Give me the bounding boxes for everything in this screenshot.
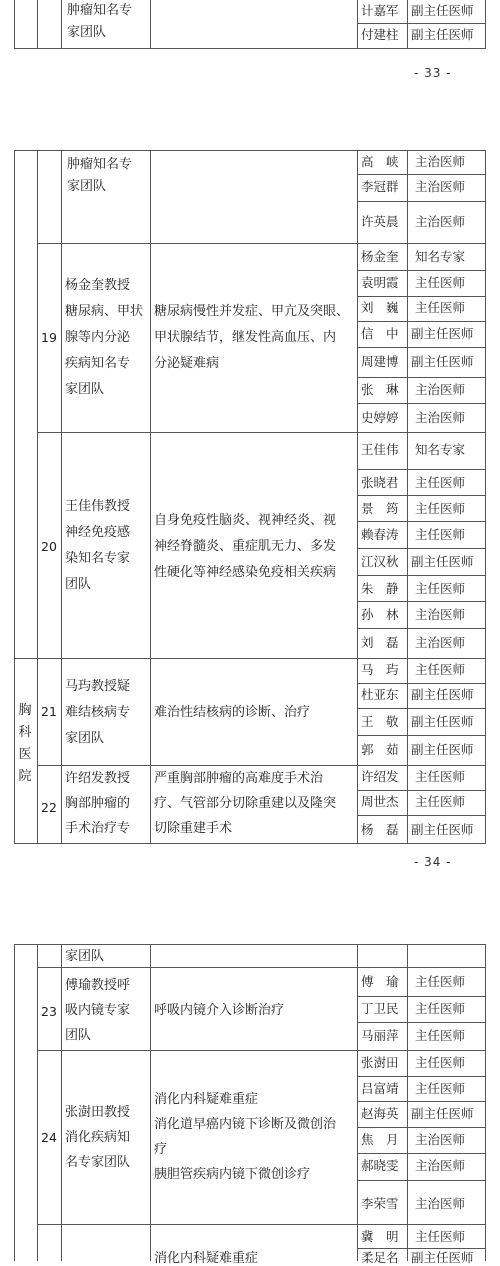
staff-title: 副主任医师: [411, 1250, 474, 1265]
staff-title: 副主任医师: [411, 27, 474, 42]
team-name-line: 家团队: [65, 949, 105, 964]
staff-name: 周世杰: [361, 794, 399, 809]
staff-name: 丁卫民: [361, 1001, 399, 1016]
scope-line: 切除重建手术: [154, 821, 233, 836]
staff-name: 朱 静: [361, 581, 399, 596]
staff-title: 主任医师: [415, 1055, 466, 1070]
staff-name: 张澍田: [361, 1055, 399, 1070]
staff-title: 主任医师: [415, 1229, 466, 1244]
staff-name: 马丽萍: [361, 1028, 399, 1043]
scope-line: 性硬化等神经感染免疫相关疾病: [154, 565, 337, 580]
staff-title: 主治医师: [415, 1196, 466, 1211]
staff-name: 傅 瑜: [361, 974, 399, 989]
row-number: 19: [41, 330, 57, 345]
row-number: 23: [41, 1004, 57, 1019]
staff-title: 主任医师: [415, 275, 466, 290]
staff-title: 主任医师: [415, 794, 466, 809]
staff-name: 李荣雪: [361, 1196, 399, 1211]
scope-line: 严重胸部肿瘤的高难度手术治: [154, 771, 324, 786]
staff-title: 主治医师: [415, 179, 466, 194]
staff-name: 赵海英: [361, 1106, 399, 1121]
staff-name: 郭 茹: [361, 742, 399, 757]
staff-name: 刘 巍: [361, 300, 399, 315]
staff-title: 知名专家: [415, 249, 466, 264]
scope-line: 消化内科疑难重症: [154, 1251, 259, 1266]
staff-name: 赖春涛: [361, 527, 399, 542]
staff-title: 主任医师: [415, 1028, 466, 1043]
staff-name: 张晓君: [361, 475, 399, 490]
staff-title: 主任医师: [415, 974, 466, 989]
staff-name: 李冠群: [361, 179, 399, 194]
page-number: - 34 -: [414, 855, 452, 869]
staff-name: 周建博: [361, 354, 399, 369]
team-name-line: 糖尿病、甲状: [65, 304, 144, 319]
staff-title: 主任医师: [415, 662, 466, 677]
team-name-line: 团队: [65, 1028, 92, 1043]
staff-name: 张 琳: [361, 382, 399, 397]
team-name-line: 消化疾病知: [65, 1130, 131, 1145]
team-name-line: 王佳伟教授: [65, 499, 131, 514]
team-name-line: 傅瑜教授呼: [65, 978, 131, 993]
team-name-line: 张澍田教授: [65, 1105, 131, 1120]
row-number: 24: [41, 1130, 57, 1145]
row-number: 20: [41, 539, 57, 554]
staff-title: 主任医师: [415, 1081, 466, 1096]
staff-title: 副主任医师: [411, 326, 474, 341]
scope-line: 分泌疑难病: [154, 356, 220, 371]
staff-title: 主治医师: [415, 214, 466, 229]
team-name-line: 染知名专家: [65, 551, 131, 566]
team-name-line: 疾病知名专: [65, 356, 131, 371]
staff-title: 副主任医师: [411, 1106, 474, 1121]
team-name-line: 家团队: [65, 731, 105, 746]
staff-title: 主任医师: [415, 1001, 466, 1016]
staff-name: 王佳伟: [361, 442, 399, 457]
staff-name: 郝晓雯: [361, 1158, 399, 1173]
staff-name: 吕富靖: [361, 1081, 399, 1096]
team-name-line: 家团队: [67, 179, 107, 194]
staff-title: 副主任医师: [411, 554, 474, 569]
team-name-line: 家团队: [67, 25, 107, 40]
team-name-line: 胸部肿瘤的: [65, 796, 131, 811]
staff-name: 柔足名: [361, 1250, 399, 1265]
staff-name: 焦 月: [361, 1132, 399, 1147]
staff-name: 王 敬: [361, 714, 399, 729]
team-name-line: 神经免疫感: [65, 525, 131, 540]
staff-title: 主治医师: [415, 410, 466, 425]
staff-name: 马 玙: [361, 662, 399, 677]
staff-title: 副主任医师: [411, 714, 474, 729]
scope-line: 糖尿病慢性并发症、甲亢及突眼、: [154, 304, 350, 319]
scope-line: 甲状腺结节，继发性高血压、内: [154, 330, 337, 345]
staff-name: 孙 林: [361, 607, 399, 622]
staff-name: 冀 明: [361, 1229, 399, 1244]
staff-name: 景 筠: [361, 501, 399, 516]
staff-name: 高 峡: [361, 154, 399, 169]
staff-name: 袁明霞: [361, 275, 399, 290]
hospital-label: 胸科医院: [18, 703, 32, 784]
staff-name: 江汉秋: [361, 554, 399, 569]
row-number: 22: [41, 800, 57, 815]
staff-name: 刘 磊: [361, 635, 399, 650]
staff-name: 杨金奎: [361, 249, 399, 264]
team-name-line: 家团队: [65, 382, 105, 397]
scope-line: 神经脊髓炎、重症肌无力、多发: [154, 539, 337, 554]
staff-title: 副主任医师: [411, 687, 474, 702]
staff-name: 许英晨: [361, 214, 399, 229]
team-name-line: 杨金奎教授: [65, 278, 131, 293]
staff-title: 主任医师: [415, 475, 466, 490]
staff-title: 主任医师: [415, 581, 466, 596]
staff-name: 计嘉军: [361, 3, 399, 18]
row-number: 21: [41, 704, 57, 719]
scope-line: 消化内科疑难重症: [154, 1092, 259, 1107]
staff-title: 副主任医师: [411, 742, 474, 757]
staff-title: 主治医师: [415, 1132, 466, 1147]
team-name-line: 难结核病专: [65, 705, 131, 720]
staff-name: 杨 磊: [361, 822, 399, 837]
staff-title: 主治医师: [415, 635, 466, 650]
scope-line: 难治性结核病的诊断、治疗: [154, 705, 311, 720]
scope-line: 疗、气管部分切除重建以及隆突: [154, 796, 337, 811]
team-name-line: 肿瘤知名专: [67, 157, 133, 172]
staff-title: 主治医师: [415, 607, 466, 622]
staff-name: 信 中: [361, 326, 399, 341]
staff-title: 主任医师: [415, 300, 466, 315]
scope-line: 消化道早癌内镜下诊断及微创治: [154, 1117, 337, 1132]
team-name-line: 马玙教授疑: [65, 679, 131, 694]
scope-line: 呼吸内镜介入诊断治疗: [154, 1003, 285, 1018]
team-name-line: 手术治疗专: [65, 821, 131, 836]
staff-name: 杜亚东: [361, 687, 399, 702]
scope-line: 自身免疫性脑炎、视神经炎、视: [154, 513, 337, 528]
staff-name: 付建柱: [361, 27, 399, 42]
staff-title: 主治医师: [415, 1158, 466, 1173]
team-name-line: 团队: [65, 577, 92, 592]
team-name-line: 吸内镜专家: [65, 1003, 131, 1018]
team-name-line: 许绍发教授: [65, 771, 131, 786]
staff-name: 许绍发: [361, 769, 399, 784]
staff-title: 副主任医师: [411, 822, 474, 837]
staff-title: 主任医师: [415, 527, 466, 542]
team-name-line: 肿瘤知名专: [67, 3, 133, 18]
scope-line: 胰胆管疾病内镜下微创诊疗: [154, 1167, 311, 1182]
page-number: - 33 -: [414, 66, 452, 80]
team-name-line: 腺等内分泌: [65, 330, 131, 345]
team-name-line: 名专家团队: [65, 1155, 131, 1170]
scope-line: 疗: [154, 1142, 168, 1157]
staff-title: 主任医师: [415, 501, 466, 516]
staff-title: 副主任医师: [411, 354, 474, 369]
staff-title: 主治医师: [415, 382, 466, 397]
staff-name: 史婷婷: [361, 410, 399, 425]
staff-title: 副主任医师: [411, 3, 474, 18]
staff-title: 主任医师: [415, 769, 466, 784]
staff-title: 主治医师: [415, 154, 466, 169]
staff-title: 知名专家: [415, 442, 466, 457]
